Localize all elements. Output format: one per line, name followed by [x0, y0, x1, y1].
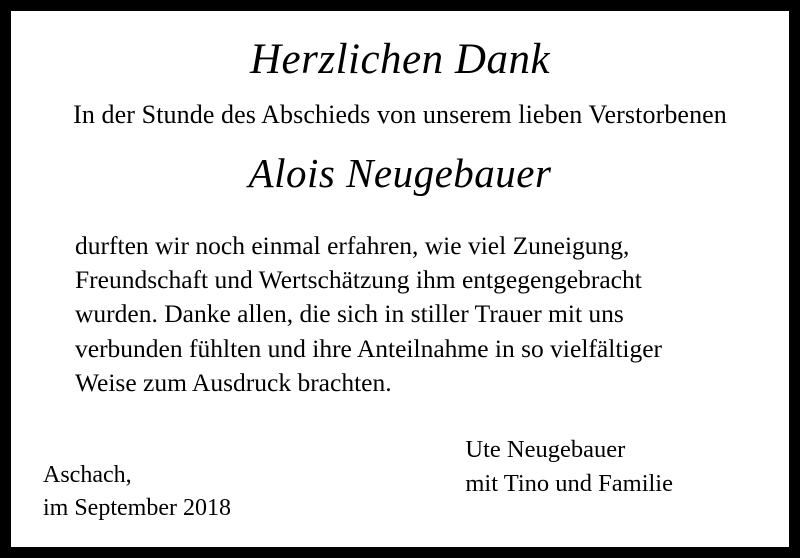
body-line: durften wir noch einmal erfahren, wie viel Zuneigung,: [75, 231, 630, 261]
place-label: Aschach,: [43, 461, 132, 488]
memorial-notice-card: [9, 9, 791, 549]
notice-intro-text: In der Stunde des Abschieds von unserem lieben Verstorbenen: [73, 100, 727, 130]
body-line: wurden. Danke allen, die sich in stiller Trauer mit uns: [75, 299, 624, 329]
body-line: Freundschaft und Wertschätzung ihm entgegengebracht: [75, 265, 642, 295]
signature-line: mit Tino und Familie: [465, 469, 673, 497]
notice-headline: Herzlichen Dank: [249, 36, 551, 83]
date-label: im September 2018: [43, 494, 231, 521]
deceased-name: Alois Neugebauer: [248, 150, 552, 197]
place-and-date: [43, 433, 231, 525]
notice-footer: [37, 433, 763, 533]
signature: [465, 433, 693, 501]
body-line: verbunden fühlten und ihre Anteilnahme in so vielfältiger: [75, 333, 663, 363]
body-line: Weise zum Ausdruck brachten.: [75, 367, 392, 397]
signature-line: Ute Neugebauer: [465, 435, 626, 463]
notice-body: [37, 229, 763, 400]
